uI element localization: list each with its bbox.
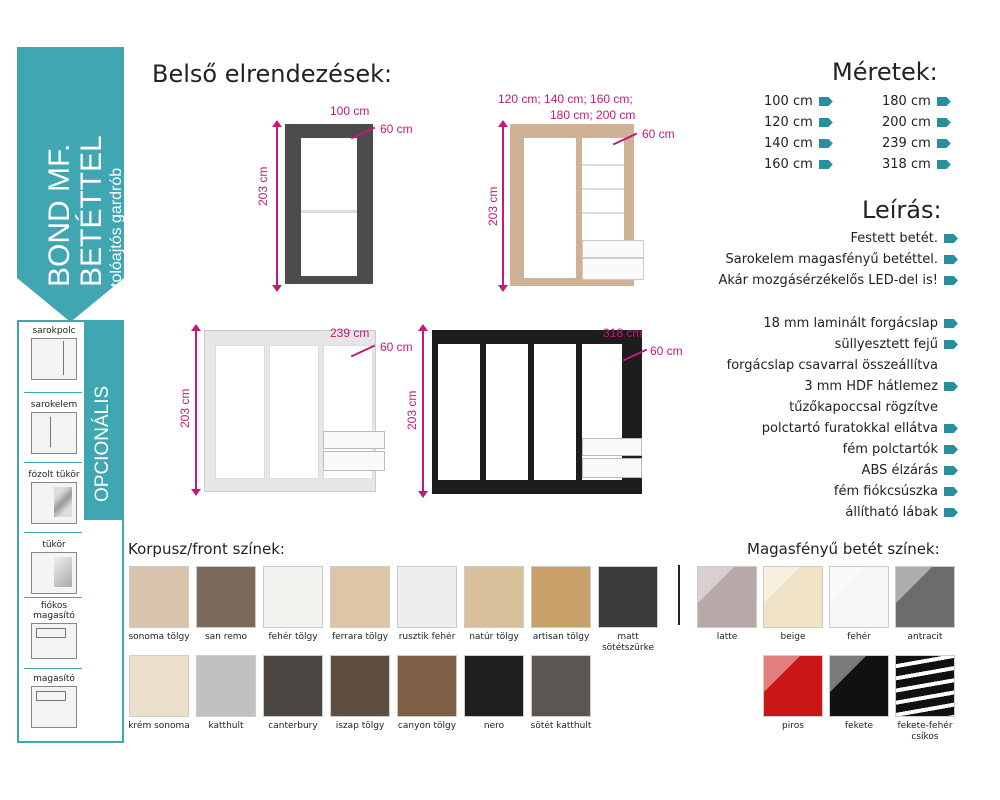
arrow-bullet-icon xyxy=(944,466,958,475)
feature-item: fém polctartók xyxy=(727,439,958,460)
optional-item-label: sarokpolc xyxy=(32,326,76,336)
w3-height: 203 cm xyxy=(178,388,192,428)
arrow-bullet-icon xyxy=(937,139,951,148)
corpus-swatch-label: canterbury xyxy=(268,721,318,731)
corpus-swatch-label: iszap tölgy xyxy=(335,721,385,731)
feature-item: fém fiókcsúszka xyxy=(727,481,958,502)
optional-item-label: sarokelem xyxy=(30,400,78,410)
mirror-pattern-icon xyxy=(31,482,77,524)
w1-height: 203 cm xyxy=(256,166,270,206)
brand-title-line1: BOND MF. xyxy=(43,143,76,287)
size-item: 100 cm xyxy=(764,94,833,109)
optional-item-magasito[interactable] xyxy=(24,674,84,728)
w2-width-line2: 180 cm; 200 cm xyxy=(550,108,636,122)
corner-shelf-icon xyxy=(31,338,77,380)
extension-icon xyxy=(31,686,77,728)
size-item: 200 cm xyxy=(882,115,951,130)
corpus-swatch[interactable] xyxy=(263,566,323,628)
divider xyxy=(678,565,680,625)
gloss-swatch[interactable] xyxy=(763,655,823,717)
corpus-swatch-label: fehér tölgy xyxy=(268,632,318,642)
gloss-swatch[interactable] xyxy=(895,566,955,628)
mirror-icon xyxy=(31,552,77,594)
features-list xyxy=(727,313,958,523)
corpus-swatch-label: nero xyxy=(483,721,505,731)
w2-width-line1: 120 cm; 140 cm; 160 cm; xyxy=(498,92,633,106)
wardrobe-100-image xyxy=(285,124,373,284)
gloss-swatch-label: fehér xyxy=(847,632,871,642)
brand-subtitle: tolóajtós gardrób xyxy=(108,167,125,287)
description-item: Festett betét. xyxy=(718,228,958,249)
arrow-bullet-icon xyxy=(944,445,958,454)
w2-depth: 60 cm xyxy=(642,127,675,141)
optional-item-label: fiókos magasító xyxy=(33,601,75,621)
arrow-bullet-icon xyxy=(937,118,951,127)
description-item: Sarokelem magasfényű betéttel. xyxy=(718,249,958,270)
gloss-swatch[interactable] xyxy=(697,566,757,628)
w4-width: 318 cm xyxy=(603,326,643,340)
arrow-bullet-icon xyxy=(944,508,958,517)
gloss-swatch-label: latte xyxy=(716,632,738,642)
corpus-swatch-label: katthult xyxy=(208,721,244,731)
corpus-swatch[interactable] xyxy=(531,566,591,628)
optional-item-sarokelem[interactable] xyxy=(24,400,84,454)
feature-item: tűzőkapoccsal rögzítve xyxy=(789,400,938,415)
w2-height-arrow xyxy=(502,122,504,290)
feature-item: süllyesztett fejű xyxy=(727,334,958,355)
gloss-swatch-label: antracit xyxy=(907,632,943,642)
description-title: Leírás: xyxy=(862,196,942,224)
w2-height: 203 cm xyxy=(486,186,500,226)
corner-element-icon xyxy=(31,412,77,454)
w3-height-arrow xyxy=(195,326,197,494)
optional-item-label: fózolt tükör xyxy=(28,470,80,480)
corpus-swatch-label: sötét katthult xyxy=(530,721,592,731)
arrow-bullet-icon xyxy=(819,139,833,148)
arrow-bullet-icon xyxy=(944,234,958,243)
optional-item-tukor[interactable] xyxy=(24,540,84,594)
gloss-swatch[interactable] xyxy=(895,655,955,717)
corpus-swatch[interactable] xyxy=(531,655,591,717)
w4-depth: 60 cm xyxy=(650,344,683,358)
arrow-bullet-icon xyxy=(944,487,958,496)
feature-item: forgácslap csavarral összeállítva xyxy=(726,358,938,373)
optional-strip xyxy=(84,322,122,520)
arrow-bullet-icon xyxy=(944,255,958,264)
optional-label: OPCIONÁLIS xyxy=(92,385,113,502)
gloss-colors-title: Magasfényű betét színek: xyxy=(747,540,940,558)
arrow-bullet-icon xyxy=(944,340,958,349)
corpus-swatch-label: matt sötétszürke xyxy=(601,632,655,653)
gloss-swatch[interactable] xyxy=(829,655,889,717)
optional-item-fozolt-tukor[interactable] xyxy=(24,470,84,524)
size-item: 140 cm xyxy=(764,136,833,151)
corpus-swatch[interactable] xyxy=(464,566,524,628)
corpus-swatch[interactable] xyxy=(129,566,189,628)
corpus-swatch[interactable] xyxy=(129,655,189,717)
feature-item: ABS élzárás xyxy=(727,460,958,481)
w1-width: 100 cm xyxy=(330,104,370,118)
w1-height-arrow xyxy=(276,122,278,290)
size-item: 239 cm xyxy=(882,136,951,151)
corpus-swatch-label: rusztik fehér xyxy=(398,632,456,642)
size-item: 318 cm xyxy=(882,157,951,172)
w1-depth: 60 cm xyxy=(380,122,413,136)
arrow-bullet-icon xyxy=(819,118,833,127)
feature-item: 18 mm laminált forgácslap xyxy=(727,313,958,334)
sizes-title: Méretek: xyxy=(832,58,938,86)
gloss-swatch-label: beige xyxy=(780,632,806,642)
arrow-bullet-icon xyxy=(944,319,958,328)
corpus-swatch[interactable] xyxy=(196,566,256,628)
size-item: 180 cm xyxy=(882,94,951,109)
wardrobe-318-image xyxy=(432,330,642,494)
gloss-swatch-label: piros xyxy=(782,721,804,731)
gloss-swatch-label: fekete-fehér csíkos xyxy=(897,721,953,742)
size-item: 160 cm xyxy=(764,157,833,172)
feature-item: 3 mm HDF hátlemez xyxy=(727,376,958,397)
wardrobe-120-200-image xyxy=(510,124,634,286)
corpus-colors-title: Korpusz/front színek: xyxy=(128,540,285,558)
corpus-swatch-label: sonoma tölgy xyxy=(128,632,190,642)
optional-item-fiokos-magasito[interactable] xyxy=(24,601,84,659)
arrow-bullet-icon xyxy=(937,97,951,106)
arrow-bullet-icon xyxy=(819,160,833,169)
feature-item: állítható lábak xyxy=(727,502,958,523)
corpus-swatch-label: krém sonoma xyxy=(128,721,190,731)
corpus-swatch-label: ferrara tölgy xyxy=(331,632,389,642)
wardrobe-239-image xyxy=(204,330,376,492)
description-list xyxy=(718,228,958,291)
w4-height-arrow xyxy=(422,326,424,496)
brand-title-line2: BETÉTTEL xyxy=(75,135,108,287)
arrow-bullet-icon xyxy=(944,424,958,433)
arrow-bullet-icon xyxy=(819,97,833,106)
description-item: Akár mozgásérzékelős LED-del is! xyxy=(718,270,958,291)
corpus-swatch[interactable] xyxy=(397,655,457,717)
optional-item-sarokpolc[interactable] xyxy=(24,326,84,380)
corpus-swatch-label: san remo xyxy=(204,632,248,642)
drawer-extension-icon xyxy=(31,623,77,659)
corpus-swatch[interactable] xyxy=(196,655,256,717)
arrow-bullet-icon xyxy=(944,382,958,391)
corpus-swatch[interactable] xyxy=(330,566,390,628)
gloss-swatch[interactable] xyxy=(829,566,889,628)
gloss-swatch-label: fekete xyxy=(844,721,874,731)
arrow-bullet-icon xyxy=(937,160,951,169)
corpus-swatch[interactable] xyxy=(263,655,323,717)
size-item: 120 cm xyxy=(764,115,833,130)
corpus-swatch-label: natúr tölgy xyxy=(469,632,519,642)
corpus-swatch[interactable] xyxy=(397,566,457,628)
arrow-bullet-icon xyxy=(944,276,958,285)
corpus-swatch-label: artisan tölgy xyxy=(532,632,590,642)
w3-depth: 60 cm xyxy=(380,340,413,354)
corpus-swatch[interactable] xyxy=(464,655,524,717)
w3-width: 239 cm xyxy=(330,326,370,340)
brand-banner-text xyxy=(17,47,124,287)
w4-height: 203 cm xyxy=(405,390,419,430)
layouts-title: Belső elrendezések: xyxy=(152,60,393,88)
corpus-swatch-label: canyon tölgy xyxy=(397,721,457,731)
gloss-swatch[interactable] xyxy=(763,566,823,628)
corpus-swatch[interactable] xyxy=(330,655,390,717)
feature-item: polctartó furatokkal ellátva xyxy=(727,418,958,439)
optional-item-label: magasító xyxy=(33,674,75,684)
corpus-swatch[interactable] xyxy=(598,566,658,628)
optional-item-label: tükör xyxy=(42,540,66,550)
